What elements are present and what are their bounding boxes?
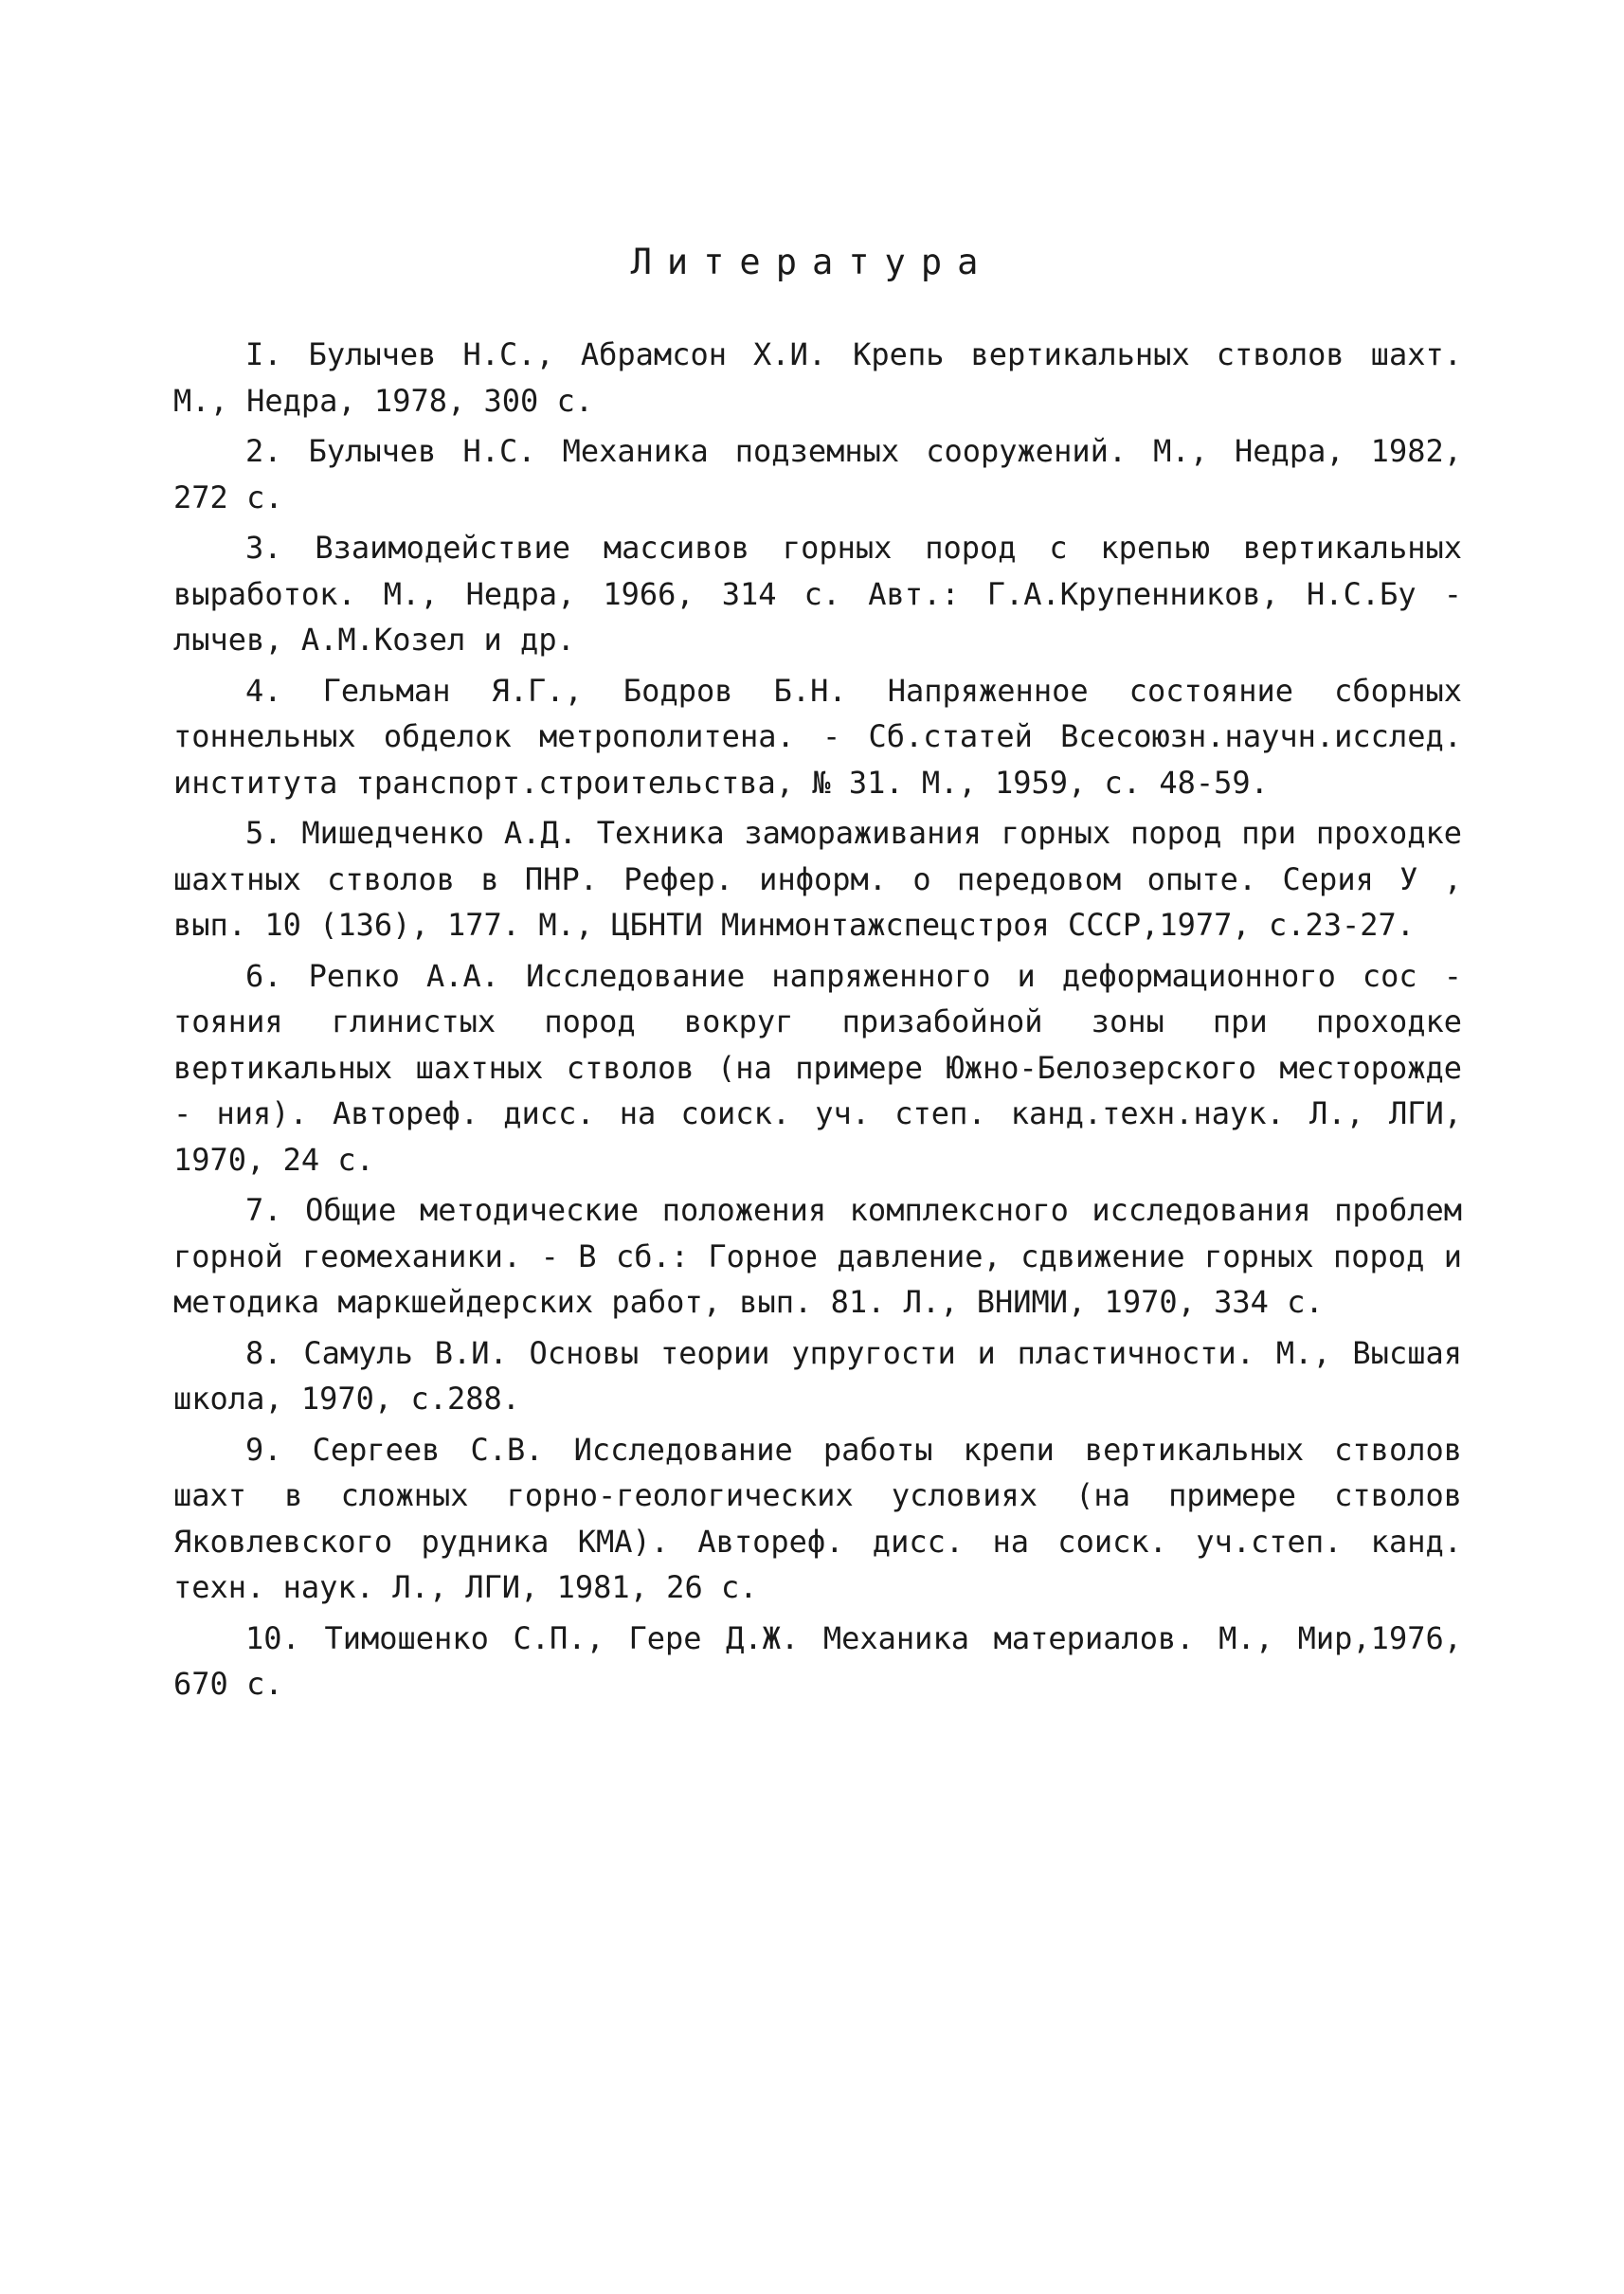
reference-item: 5. Мишедченко А.Д. Техника замораживания горных пород при проходке шахтных стволов в ПНР. Рефер. информ. о передовом опыте. Серия У , вып. 10 (136), 177. М., ЦБНТИ Минмонтажспецстроя СССР,1977, с.23-27. (173, 815, 1462, 943)
reference-item: I. Булычев Н.С., Абрамсон Х.И. Крепь вертикальных стволов шахт. М., Недра, 1978, 300 с. (173, 336, 1462, 419)
reference-item: 7. Общие методические положения комплексного исследования проблем горной геомеханики. - В сб.: Горное давление, сдвижение горных пород и методика маркшейдерских работ, вып. 81. Л., ВНИМИ, 1970, 334 с. (173, 1192, 1462, 1320)
reference-item: 8. Самуль В.И. Основы теории упругости и пластичности. М., Высшая школа, 1970, с.288. (173, 1334, 1462, 1417)
reference-list (173, 332, 1462, 1712)
reference-item: 6. Репко А.А. Исследование напряженного и деформационного сос - тояния глинистых пород вокруг призабойной зоны при проходке вертикальных шахтных стволов (на примере Южно-Белозерского месторожде - ния). Автореф. дисс. на соиск. уч. степ. канд.техн.наук. Л., ЛГИ, 1970, 24 с. (173, 957, 1462, 1178)
reference-item: 9. Сергеев С.В. Исследование работы крепи вертикальных стволов шахт в сложных горно-геологических условиях (на примере стволов Яковлевского рудника КМА). Автореф. дисс. на соиск. уч.степ. канд. техн. наук. Л., ЛГИ, 1981, 26 с. (173, 1431, 1462, 1605)
page-title: Литература (630, 242, 994, 282)
reference-item: 4. Гельман Я.Г., Бодров Б.Н. Напряженное состояние сборных тоннельных обделок метрополитена. - Сб.статей Всесоюзн.научн.исслед. института транспорт.строительства, № 31. М., 1959, с. 48-59. (173, 672, 1462, 801)
reference-item: 10. Тимошенко С.П., Гере Д.Ж. Механика материалов. М., Мир,1976, 670 с. (173, 1619, 1462, 1702)
reference-item: 3. Взаимодействие массивов горных пород с крепью вертикальных выработок. М., Недра, 1966, 314 с. Авт.: Г.А.Крупенников, Н.С.Бу - лычев, А.М.Козел и др. (173, 530, 1462, 658)
reference-item: 2. Булычев Н.С. Механика подземных сооружений. М., Недра, 1982, 272 с. (173, 433, 1462, 515)
